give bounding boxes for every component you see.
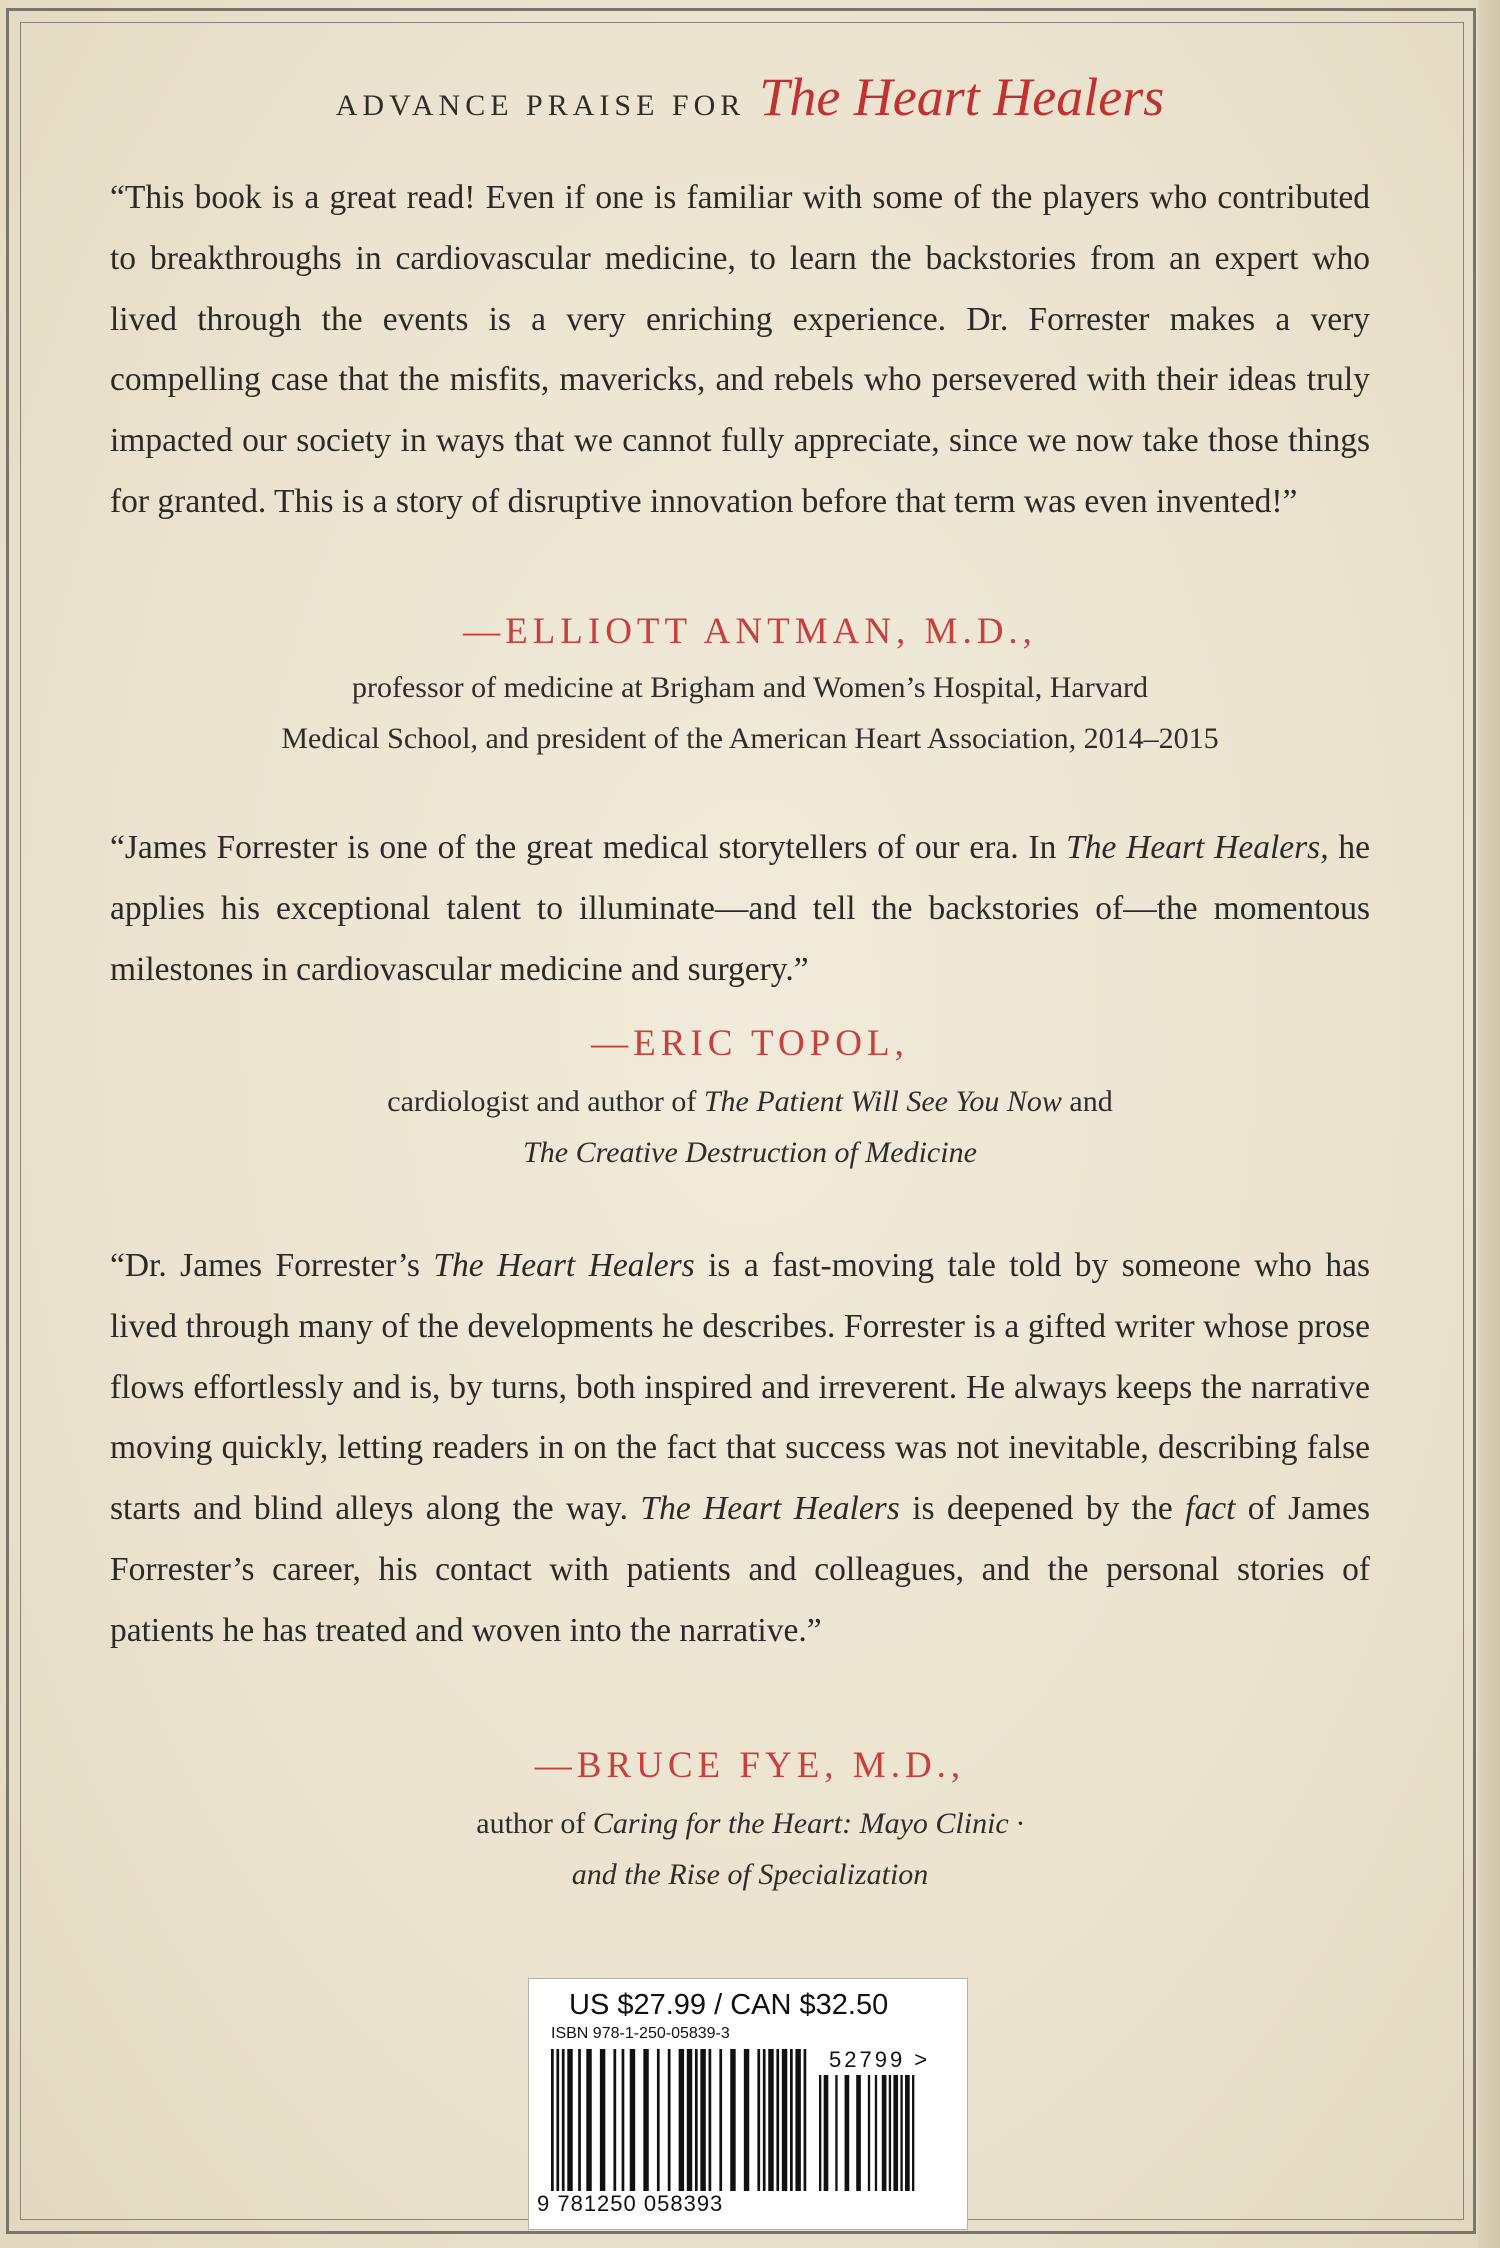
desc-italic-title: The Patient Will See You Now [703, 1085, 1062, 1118]
quote-text: he applies his exceptional talent to illuminate—and tell the backstories of—the momentous milestones in cardiovascular medicine and surgery.” [110, 829, 1370, 988]
addon-digits: 52799 > [829, 2047, 931, 2072]
desc-italic-title: and the Rise of Specialization [571, 1858, 929, 1891]
page-edge [1478, 0, 1500, 2248]
praise-heading [0, 66, 1500, 128]
attribution-desc-line: Medical School, and president of the American Heart Association, 2014–2015 [281, 722, 1219, 755]
heading-prefix: ADVANCE PRAISE FOR [335, 89, 746, 122]
attribution-desc-antman [100, 662, 1400, 764]
desc-text: author of [476, 1807, 593, 1840]
ean-barcode-icon [551, 2049, 809, 2191]
attribution-desc-topol [100, 1076, 1400, 1178]
quote-italic-word: fact [1185, 1490, 1236, 1528]
book-title: The Heart Healers [759, 67, 1165, 127]
desc-text: and [1061, 1085, 1113, 1118]
barcode-label [528, 1978, 968, 2230]
attribution-desc-line [100, 1798, 1400, 1849]
desc-text: cardiologist and author of [387, 1085, 704, 1118]
quote-fye [110, 1236, 1370, 1662]
quote-antman: “This book is a great read! Even if one is familiar with some of the players who contributed to breakthroughs in cardiovascular medicine, to learn the backstories from an expert who lived through the events is a very enriching experience. Dr. Forrester makes a very compelling case that the misfits, mavericks, and rebels who persevered with their ideas truly impacted our society in ways that we cannot fully appreciate, since we now take those things for granted. This is a story of disruptive innovation before that term was even invented!” [110, 179, 1370, 520]
quote-text: “Dr. James Forrester’s [110, 1247, 434, 1284]
quote-topol [110, 818, 1370, 1000]
ean-digits: 9 781250 058393 [537, 2191, 724, 2216]
attribution-desc-fye [100, 1798, 1400, 1900]
attribution-name-fye: —BRUCE FYE, M.D., [534, 1745, 966, 1786]
attribution-name-antman: —ELLIOTT ANTMAN, M.D., [463, 611, 1037, 652]
quote-italic-title: The Heart Healers [640, 1490, 900, 1528]
attribution-desc-line [100, 1849, 1400, 1900]
quote-text: is deepened by the [899, 1490, 1186, 1528]
attribution-desc-line [100, 1127, 1400, 1178]
desc-italic-title: Caring for the Heart: Mayo Clinic · [592, 1807, 1024, 1840]
quote-italic-title: The Heart Healers [433, 1247, 695, 1284]
addon-barcode-icon [819, 2075, 919, 2191]
quote-italic-title: The Heart Healers, [1066, 829, 1329, 866]
desc-italic-title: The Creative Destruction of Medicine [523, 1136, 977, 1169]
attribution-name-topol: —ERIC TOPOL, [591, 1023, 909, 1064]
attribution-desc-line: professor of medicine at Brigham and Women’s Hospital, Harvard [352, 671, 1148, 704]
price-text: US $27.99 / CAN $32.50 [569, 1989, 889, 2021]
quote-text: of James Forrester’s career, his contact with patients and colleagues, and the personal stories of patients he has treated and woven into the narrative.” [110, 1490, 1371, 1649]
attribution-desc-line [100, 1076, 1400, 1127]
isbn-text: ISBN 978-1-250-05839-3 [551, 2025, 730, 2042]
quote-text: is a fast-moving tale told by someone who has lived through many of the developments he describes. Forrester is a gifted writer whose prose flows effortlessly and is, by turns, both inspired and irreverent. He always keeps the narrative moving quickly, letting readers in on the fact that success was not inevitable, describing false starts and blind alleys along the way. [110, 1247, 1370, 1528]
quote-text: “James Forrester is one of the great medical storytellers of our era. In [110, 829, 1067, 866]
